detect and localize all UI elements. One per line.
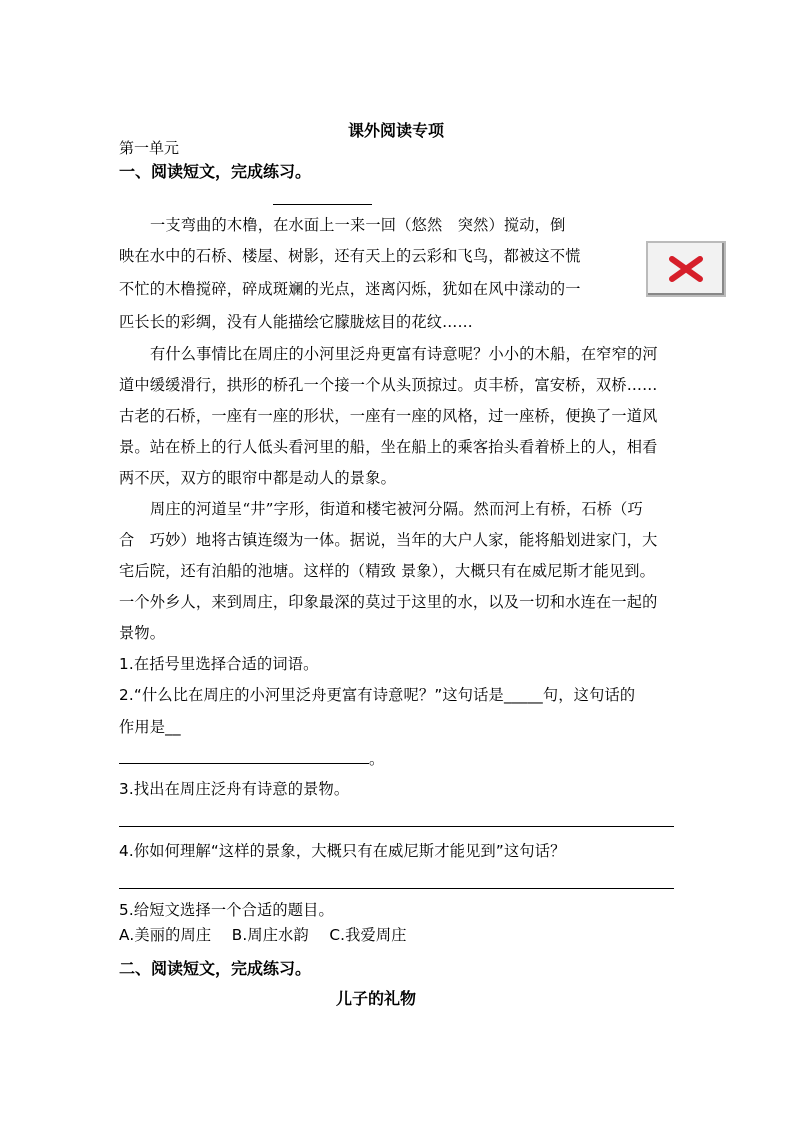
page-title: 课外阅读专项 xyxy=(348,121,445,140)
passage-line: 一支弯曲的木橹，在水面上一来一回（悠然 突然）搅动，倒 xyxy=(150,216,566,234)
unit-label: 第一单元 xyxy=(119,139,180,157)
question-5-options: A.美丽的周庄 B.周庄水韵 C.我爱周庄 xyxy=(119,926,407,944)
question-5: 5.给短文选择一个合适的题目。 xyxy=(119,901,334,919)
question-1: 1.在括号里选择合适的词语。 xyxy=(119,655,319,673)
answer-line-q3[interactable] xyxy=(119,826,674,827)
section-2-heading: 二、阅读短文，完成练习。 xyxy=(119,959,312,978)
passage-title-blank xyxy=(273,204,372,205)
passage-2-title: 儿子的礼物 xyxy=(336,989,417,1008)
passage-line: 景。站在桥上的行人低头看河里的船，坐在船上的乘客抬头看着桥上的人，相看 xyxy=(119,438,658,456)
question-4: 4.你如何理解“这样的景象，大概只有在威尼斯才能见到”这句话？ xyxy=(119,842,566,860)
passage-line: 周庄的河道呈“井”字形，街道和楼宅被河分隔。然而河上有桥，石桥（巧 xyxy=(150,500,643,518)
passage-line: 匹长长的彩绸，没有人能描绘它朦胧炫目的花纹…… xyxy=(119,313,473,331)
passage-line: 宅后院，还有泊船的池塘。这样的（精致 景象），大概只有在威尼斯才能见到。 xyxy=(119,562,655,580)
section-1-heading: 一、阅读短文，完成练习。 xyxy=(119,162,312,181)
passage-line: 景物。 xyxy=(119,624,166,642)
passage-line: 合 巧妙）地将古镇连缀为一体。据说，当年的大户人家，能将船划进家门，大 xyxy=(119,531,658,549)
answer-line-q2[interactable] xyxy=(119,763,369,764)
passage-line: 两不厌，双方的眼帘中都是动人的景象。 xyxy=(119,469,396,487)
passage-line: 一个外乡人，来到周庄，印象最深的莫过于这里的水，以及一切和水连在一起的 xyxy=(119,593,658,611)
passage-line: 古老的石桥，一座有一座的形状，一座有一座的风格，过一座桥，便换了一道风 xyxy=(119,407,658,425)
passage-line: 映在水中的石桥、楼屋、树影，还有天上的云彩和飞鸟，都被这不慌 xyxy=(119,247,581,265)
broken-image-icon xyxy=(646,241,726,297)
question-2: 2.“什么比在周庄的小河里泛舟更富有诗意呢？”这句话是_____句，这句话的 xyxy=(119,686,636,704)
passage-line: 不忙的木橹搅碎，碎成斑斓的光点，迷离闪烁，犹如在风中漾动的一 xyxy=(119,280,581,298)
answer-line-q4[interactable] xyxy=(119,888,674,889)
question-2-continued: 作用是__ xyxy=(119,718,181,736)
passage-line: 有什么事情比在周庄的小河里泛舟更富有诗意呢？小小的木船，在窄窄的河 xyxy=(150,345,658,363)
question-3: 3.找出在周庄泛舟有诗意的景物。 xyxy=(119,780,350,798)
question-2-period: 。 xyxy=(369,750,385,768)
passage-line: 道中缓缓滑行，拱形的桥孔一个接一个从头顶掠过。贞丰桥，富安桥，双桥…… xyxy=(119,376,658,394)
